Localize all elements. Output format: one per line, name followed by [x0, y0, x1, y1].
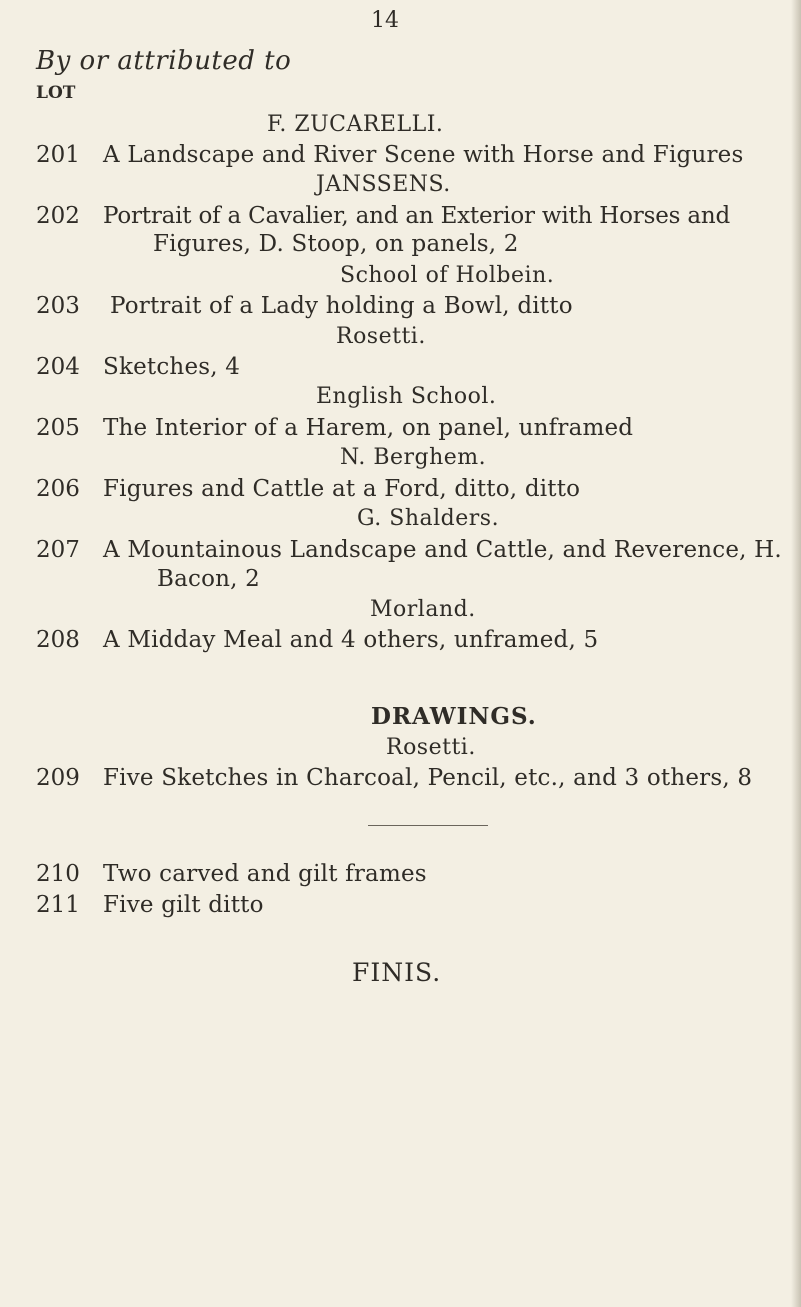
lot-description: The Interior of a Harem, on panel, unframed — [103, 415, 634, 441]
section-subtitle: By or attributed to — [36, 46, 292, 76]
lot-description: Two carved and gilt frames — [103, 861, 427, 887]
page-edge-shadow — [791, 0, 801, 1307]
lot-number: 211 — [36, 892, 80, 918]
attribution: School of Holbein. — [340, 263, 555, 288]
lot-description: Figures and Cattle at a Ford, ditto, ditto — [103, 476, 581, 502]
lot-number: 205 — [36, 415, 80, 441]
lot-description: A Midday Meal and 4 others, unframed, 5 — [103, 627, 599, 653]
attribution: F. ZUCARELLI. — [267, 112, 444, 137]
attribution: Rosetti. — [336, 324, 426, 349]
lot-number: 207 — [36, 537, 80, 563]
lot-number: 210 — [36, 861, 80, 887]
section-heading: DRAWINGS. — [371, 703, 537, 730]
attribution: G. Shalders. — [357, 506, 500, 531]
lot-number: 208 — [36, 627, 80, 653]
attribution: English School. — [316, 384, 497, 409]
attribution: Rosetti. — [386, 735, 476, 760]
lot-description-continued: Bacon, 2 — [157, 566, 261, 592]
lot-description: Portrait of a Lady holding a Bowl, ditto — [110, 293, 573, 319]
lot-column-header: LOT — [36, 83, 76, 103]
lot-description: Portrait of a Cavalier, and an Exterior with Horses and — [103, 203, 730, 229]
closing-text: FINIS. — [352, 958, 442, 987]
lot-description: A Landscape and River Scene with Horse and Figures — [103, 142, 744, 168]
attribution: Morland. — [370, 597, 476, 622]
lot-number: 201 — [36, 142, 80, 168]
lot-number: 206 — [36, 476, 80, 502]
lot-description: Sketches, 4 — [103, 354, 241, 380]
page-number: 14 — [371, 8, 399, 33]
lot-description: Five gilt ditto — [103, 892, 264, 918]
lot-number: 203 — [36, 293, 80, 319]
lot-number: 204 — [36, 354, 80, 380]
lot-number: 202 — [36, 203, 80, 229]
attribution: JANSSENS. — [316, 172, 451, 197]
lot-description-continued: Figures, D. Stoop, on panels, 2 — [153, 231, 519, 257]
attribution: N. Berghem. — [340, 445, 487, 470]
lot-description: Five Sketches in Charcoal, Pencil, etc., and 3 others, 8 — [103, 765, 753, 791]
lot-number: 209 — [36, 765, 80, 791]
divider-rule — [368, 825, 488, 826]
lot-description: A Mountainous Landscape and Cattle, and Reverence, H. — [103, 537, 782, 563]
